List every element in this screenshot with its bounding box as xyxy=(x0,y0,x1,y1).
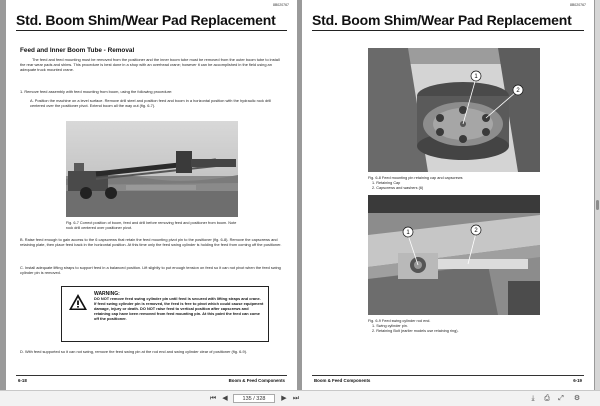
download-icon[interactable]: ⤓ xyxy=(531,395,535,402)
figure-6-9-item-1: 1. Swing cylinder pin. xyxy=(372,324,408,328)
figure-6-7-photo xyxy=(66,121,238,217)
footer-rule xyxy=(16,375,287,376)
step-1c: C. Install adequate lifting straps to support feed in a balanced position. Lift slightly to put enough tension on feed so it can not pivot when the feed swing cylinder pin is removed. xyxy=(20,265,281,275)
footer-rule xyxy=(312,375,584,376)
right-page xyxy=(302,0,594,390)
figure-6-9-caption: Fig. 6-9 Feed swing cylinder rod end. xyxy=(368,319,431,323)
callout-2: 2 xyxy=(474,228,478,235)
figure-6-9-item-2: 2. Retaining Bolt (earlier models use retaining ring). xyxy=(372,329,459,333)
footer-section: Boom & Feed Components xyxy=(314,378,371,383)
step-1: 1. Remove feed assembly with feed mounting from boom, using the following procedure: xyxy=(20,89,173,94)
warning-title: WARNING: xyxy=(94,291,120,297)
doc-number: 8B020767 xyxy=(570,3,586,7)
machine-photo xyxy=(66,121,238,217)
page-title: Std. Boom Shim/Wear Pad Replacement xyxy=(312,12,584,31)
swing-cylinder-photo xyxy=(368,195,540,315)
next-page-icon[interactable]: ▶ xyxy=(281,395,287,402)
left-page xyxy=(6,0,297,390)
fit-page-icon[interactable]: ⤢ xyxy=(558,395,564,402)
figure-6-8-photo xyxy=(368,48,540,172)
scrollbar-thumb[interactable] xyxy=(596,200,599,210)
warning-triangle-icon xyxy=(68,293,88,311)
footer-section: Boom & Feed Components xyxy=(228,378,285,383)
retaining-cap-photo xyxy=(368,48,540,172)
figure-6-8-caption: Fig. 6-8 Feed mounting pin retaining cap and capscrews xyxy=(368,176,463,180)
page-number: 6-19 xyxy=(573,378,582,383)
vertical-scrollbar[interactable] xyxy=(595,0,600,390)
step-1d: D. With feed supported so it can not swing, remove the feed swing pin at the rod end and swing cylinder clear of positioner (fig. 6-9). xyxy=(20,349,248,354)
last-page-icon[interactable]: ⏭ xyxy=(292,395,300,402)
figure-6-8-item-2: 2. Capscrews and washers (6) xyxy=(372,186,424,190)
callout-1: 1 xyxy=(406,230,410,237)
previous-page-icon[interactable]: ◀ xyxy=(222,395,228,402)
doc-number: 8B020767 xyxy=(273,3,289,7)
callout-2: 2 xyxy=(516,88,520,95)
section-title: Feed and Inner Boom Tube - Removal xyxy=(20,47,135,54)
figure-6-8-item-1: 1. Retaining Cap xyxy=(372,181,401,185)
settings-icon[interactable]: ⚙ xyxy=(573,395,581,402)
callout-1: 1 xyxy=(474,74,478,81)
page-number-input[interactable] xyxy=(233,394,275,403)
print-icon[interactable]: ⎙ xyxy=(544,395,550,402)
warning-box xyxy=(61,286,269,342)
page-title: Std. Boom Shim/Wear Pad Replacement xyxy=(16,12,287,31)
warning-text: DO NOT remove feed swing cylinder pin until feed is secured with lifting straps and crane. If feed swing cylinder pin is removed, the feed is free to pivot which could cause equipment damage, injury or death. DO NOT raise feed to vertical position after capscrews and retaining cap have been removed from feed mounting pin. At this point the feed can come off the positioner. xyxy=(94,296,264,321)
step-1b: B. Raise feed enough to gain access to the 6 capscrews that retain the feed mounting pivot pin to the positioner (fig. 6-8). Remove the capscrews and retaining plate, then place feed back in the horizontal position. At this time only the feed swing cylinder is holding the feed from coming off the positioner. xyxy=(20,237,282,247)
intro-paragraph: The feed and feed mounting must be removed from the positioner and the inner boom tube must be removed from the outer boom tube to install the rear wear pads and shims. This procedure is best done in a shop with an overhead crane; however it can be accomplished in the field using an adequate truck mounted crane. xyxy=(20,57,280,72)
figure-6-9-photo xyxy=(368,195,540,315)
viewer-toolbar xyxy=(0,390,600,406)
first-page-icon[interactable]: ⏮ xyxy=(209,395,217,402)
step-1a: A. Position the machine on a level surface. Remove drill steel and position feed and boom in a horizontal position with the hydraulic rock drill centered over the positioner pivot. Extend boom all the way out (fig. 6-7). xyxy=(30,98,272,108)
figure-6-7-caption: Fig. 6-7 Correct position of boom, feed and drill before removing feed and positioner from boom. Note rock drill centered over positioner pivot. xyxy=(66,221,237,230)
page-number: 6-18 xyxy=(18,378,27,383)
